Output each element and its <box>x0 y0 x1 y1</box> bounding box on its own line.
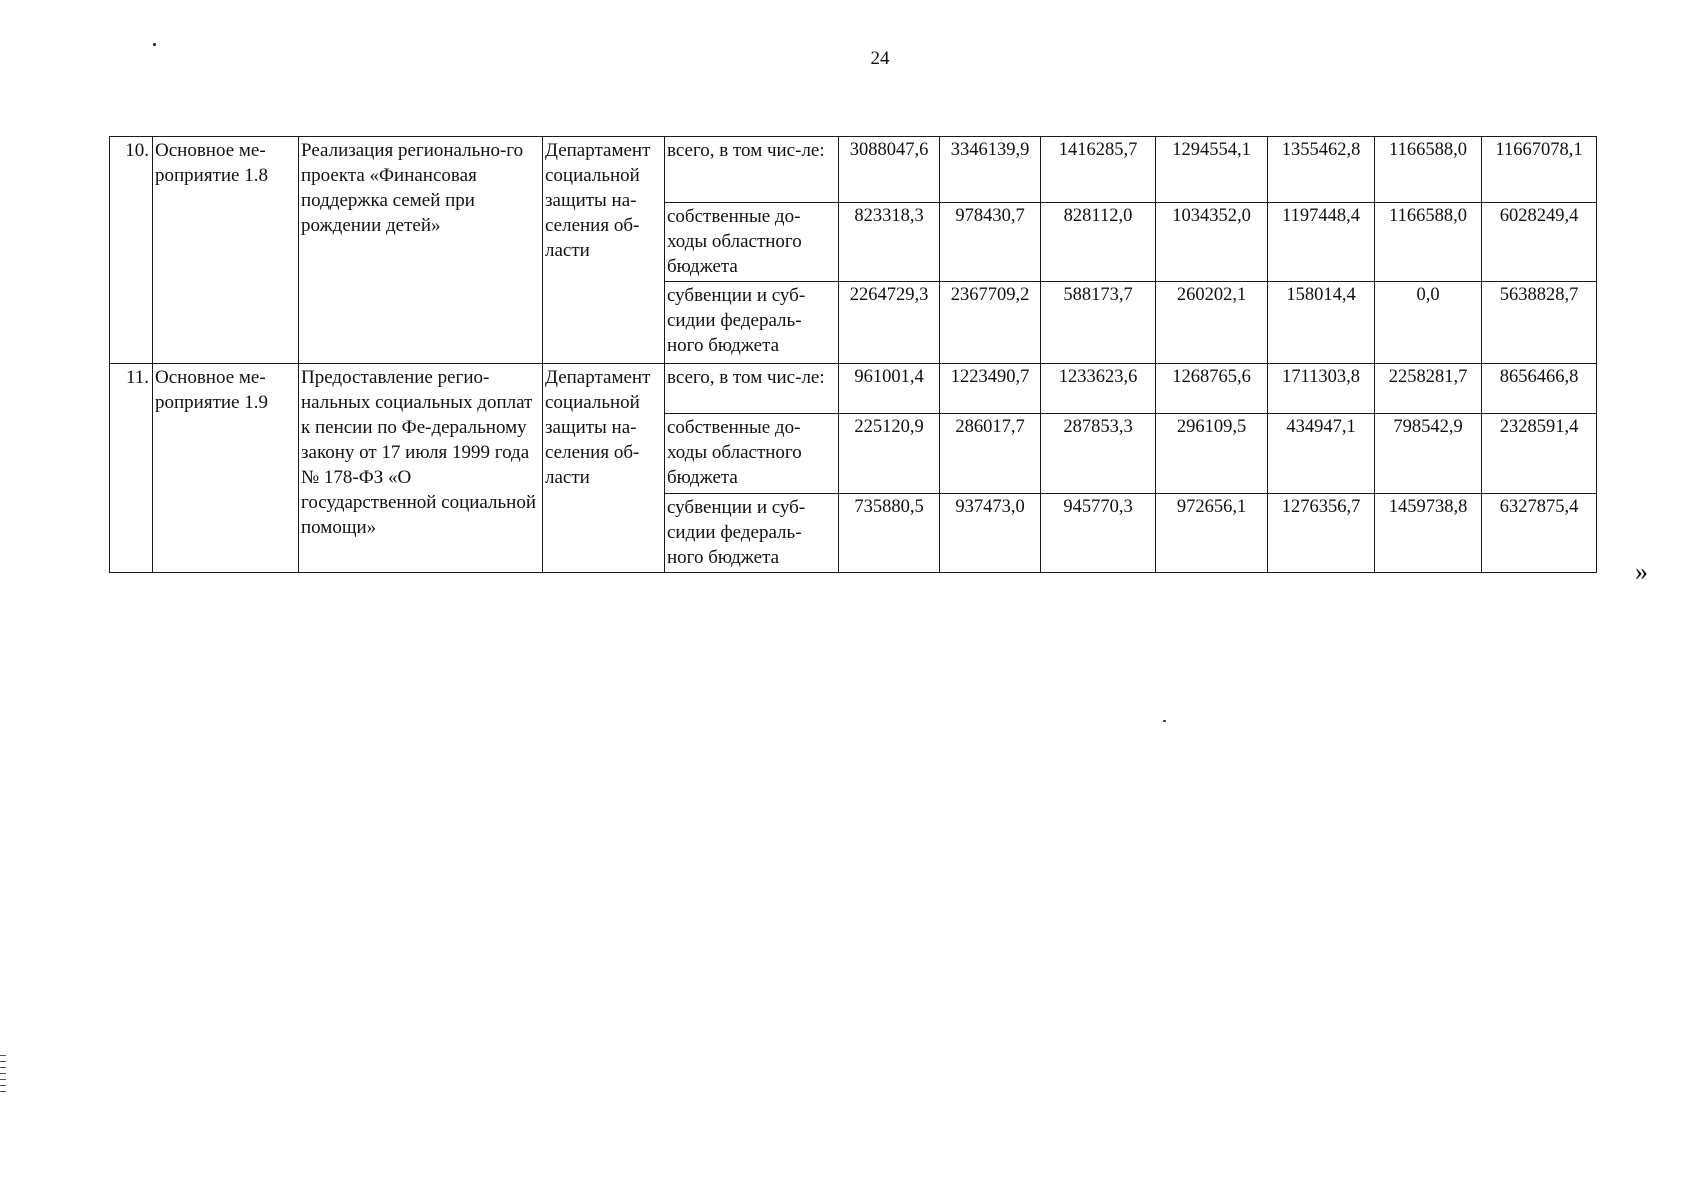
row-number: 11. <box>110 364 153 573</box>
amount-cell: 1223490,7 <box>940 364 1041 414</box>
activity-cell: Основное ме-роприятие 1.8 <box>153 137 299 364</box>
executor-cell: Департамент социальной защиты на-селения об-ласти <box>543 364 665 573</box>
amount-cell: 287853,3 <box>1041 414 1156 494</box>
amount-cell: 0,0 <box>1375 282 1482 364</box>
amount-cell: 972656,1 <box>1156 494 1268 573</box>
amount-cell: 1233623,6 <box>1041 364 1156 414</box>
funding-source-cell: всего, в том чис-ле: <box>665 364 839 414</box>
amount-cell: 1268765,6 <box>1156 364 1268 414</box>
amount-cell: 823318,3 <box>839 203 940 282</box>
scan-speck <box>153 43 156 46</box>
table-row <box>110 364 1597 414</box>
amount-cell: 798542,9 <box>1375 414 1482 494</box>
amount-cell: 296109,5 <box>1156 414 1268 494</box>
amount-cell: 5638828,7 <box>1482 282 1597 364</box>
budget-table <box>109 136 1597 573</box>
amount-cell: 588173,7 <box>1041 282 1156 364</box>
amount-cell: 1034352,0 <box>1156 203 1268 282</box>
table-row <box>110 137 1597 203</box>
amount-cell: 2328591,4 <box>1482 414 1597 494</box>
amount-cell: 3088047,6 <box>839 137 940 203</box>
amount-cell: 6327875,4 <box>1482 494 1597 573</box>
amount-cell: 1711303,8 <box>1268 364 1375 414</box>
executor-cell: Департамент социальной защиты на-селения об-ласти <box>543 137 665 364</box>
funding-source-cell: всего, в том чис-ле: <box>665 137 839 203</box>
amount-cell: 1166588,0 <box>1375 137 1482 203</box>
activity-cell: Основное ме-роприятие 1.9 <box>153 364 299 573</box>
funding-source-cell: субвенции и суб-сидии федераль-ного бюджета <box>665 494 839 573</box>
project-name-cell: Реализация регионально-го проекта «Финансовая поддержка семей при рождении детей» <box>299 137 543 364</box>
amount-cell: 6028249,4 <box>1482 203 1597 282</box>
amount-cell: 937473,0 <box>940 494 1041 573</box>
project-name-cell: Предоставление регио-нальных социальных доплат к пенсии по Фе-деральному закону от 17 июля 1999 года № 178-ФЗ «О государственной социальной помощи» <box>299 364 543 573</box>
amount-cell: 1459738,8 <box>1375 494 1482 573</box>
scan-margin-marks <box>0 1055 6 1097</box>
row-number: 10. <box>110 137 153 364</box>
amount-cell: 225120,9 <box>839 414 940 494</box>
amount-cell: 158014,4 <box>1268 282 1375 364</box>
amount-cell: 2367709,2 <box>940 282 1041 364</box>
page-number: 24 <box>870 48 890 69</box>
amount-cell: 286017,7 <box>940 414 1041 494</box>
amount-cell: 260202,1 <box>1156 282 1268 364</box>
amount-cell: 11667078,1 <box>1482 137 1597 203</box>
amount-cell: 1416285,7 <box>1041 137 1156 203</box>
scan-speck <box>1163 720 1166 722</box>
amount-cell: 1355462,8 <box>1268 137 1375 203</box>
amount-cell: 434947,1 <box>1268 414 1375 494</box>
amount-cell: 978430,7 <box>940 203 1041 282</box>
table-body <box>110 137 1597 573</box>
amount-cell: 2258281,7 <box>1375 364 1482 414</box>
amount-cell: 8656466,8 <box>1482 364 1597 414</box>
amount-cell: 735880,5 <box>839 494 940 573</box>
amount-cell: 961001,4 <box>839 364 940 414</box>
amount-cell: 1276356,7 <box>1268 494 1375 573</box>
amount-cell: 1294554,1 <box>1156 137 1268 203</box>
funding-source-cell: субвенции и суб-сидии федераль-ного бюджета <box>665 282 839 364</box>
funding-source-cell: собственные до-ходы областного бюджета <box>665 203 839 282</box>
amount-cell: 2264729,3 <box>839 282 940 364</box>
amount-cell: 828112,0 <box>1041 203 1156 282</box>
funding-source-cell: собственные до-ходы областного бюджета <box>665 414 839 494</box>
amount-cell: 1197448,4 <box>1268 203 1375 282</box>
amount-cell: 1166588,0 <box>1375 203 1482 282</box>
closing-quote: » <box>1635 557 1648 586</box>
amount-cell: 3346139,9 <box>940 137 1041 203</box>
amount-cell: 945770,3 <box>1041 494 1156 573</box>
